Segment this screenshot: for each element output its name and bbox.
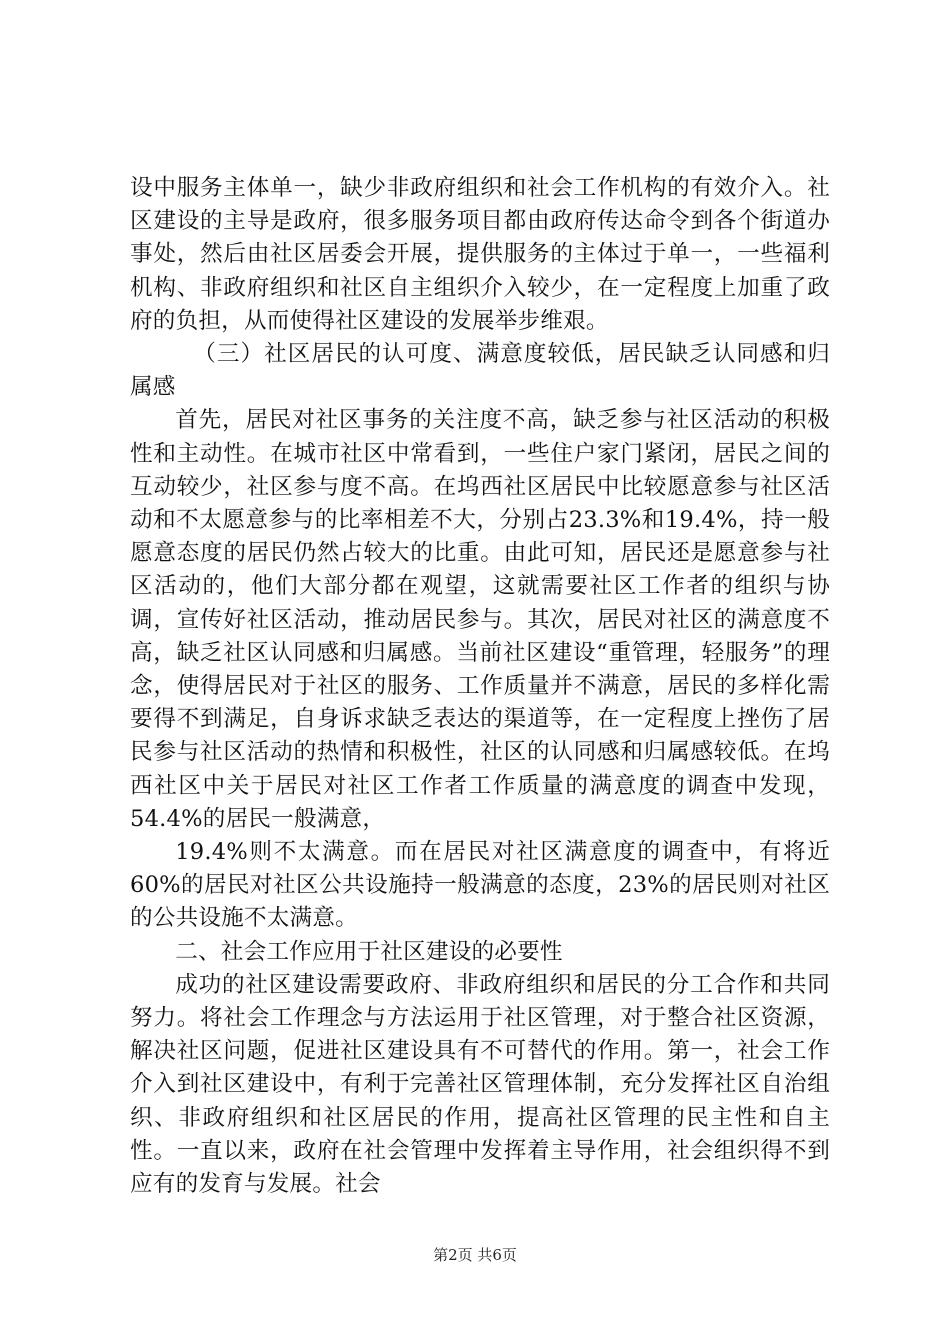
- paragraph-4: 19.4%则不太满意。而在居民对社区满意度的调查中，有将近60%的居民对社区公共设施持一般满意的态度，23%的居民则对社区的公共设施不太满意。: [130, 839, 830, 932]
- paragraph-6: 成功的社区建设需要政府、非政府组织和居民的分工合作和共同努力。将社会工作理念与方法运用于社区管理，对于整合社区资源，解决社区问题，促进社区建设具有不可替代的作用。第一，社会工作介入到社区建设中，有利于完善社区管理体制，充分发挥社区自治组织、非政府组织和社区居民的作用，提高社区管理的民主性和自主性。一直以来，政府在社会管理中发挥着主导作用，社会组织得不到应有的发育与发展。社会: [130, 971, 830, 1198]
- paragraph-1: 设中服务主体单一，缺少非政府组织和社会工作机构的有效介入。社区建设的主导是政府，很多服务项目都由政府传达命令到各个街道办事处，然后由社区居委会开展，提供服务的主体过于单一，一些福利机构、非政府组织和社区自主组织介入较少，在一定程度上加重了政府的负担，从而使得社区建设的发展举步维艰。: [130, 175, 830, 334]
- section-heading-3: （三）社区居民的认可度、满意度较低，居民缺乏认同感和归属感: [130, 341, 830, 401]
- section-heading-2: 二、社会工作应用于社区建设的必要性: [175, 938, 563, 965]
- page-footer: 第2页 共6页: [433, 1246, 517, 1264]
- paragraph-3: 首先，居民对社区事务的关注度不高，缺乏参与社区活动的积极性和主动性。在城市社区中常看到，一些住户家门紧闭，居民之间的互动较少，社区参与度不高。在坞西社区居民中比较愿意参与社区活动和不太愿意参与的比率相差不大，分别占23.3%和19.4%，持一般愿意态度的居民仍然占较大的比重。由此可知，居民还是愿意参与社区活动的，他们大部分都在观望，这就需要社区工作者的组织与协调，宣传好社区活动，推动居民参与。其次，居民对社区的满意度不高，缺乏社区认同感和归属感。当前社区建设“重管理，轻服务”的理念，使得居民对于社区的服务、工作质量并不满意，居民的多样化需要得不到满足，自身诉求缺乏表达的渠道等，在一定程度上挫伤了居民参与社区活动的热情和积极性，社区的认同感和归属感较低。在坞西社区中关于居民对社区工作者工作质量的满意度的调查中发现，54.4%的居民一般满意，: [130, 407, 830, 832]
- body-text: [130, 172, 830, 1201]
